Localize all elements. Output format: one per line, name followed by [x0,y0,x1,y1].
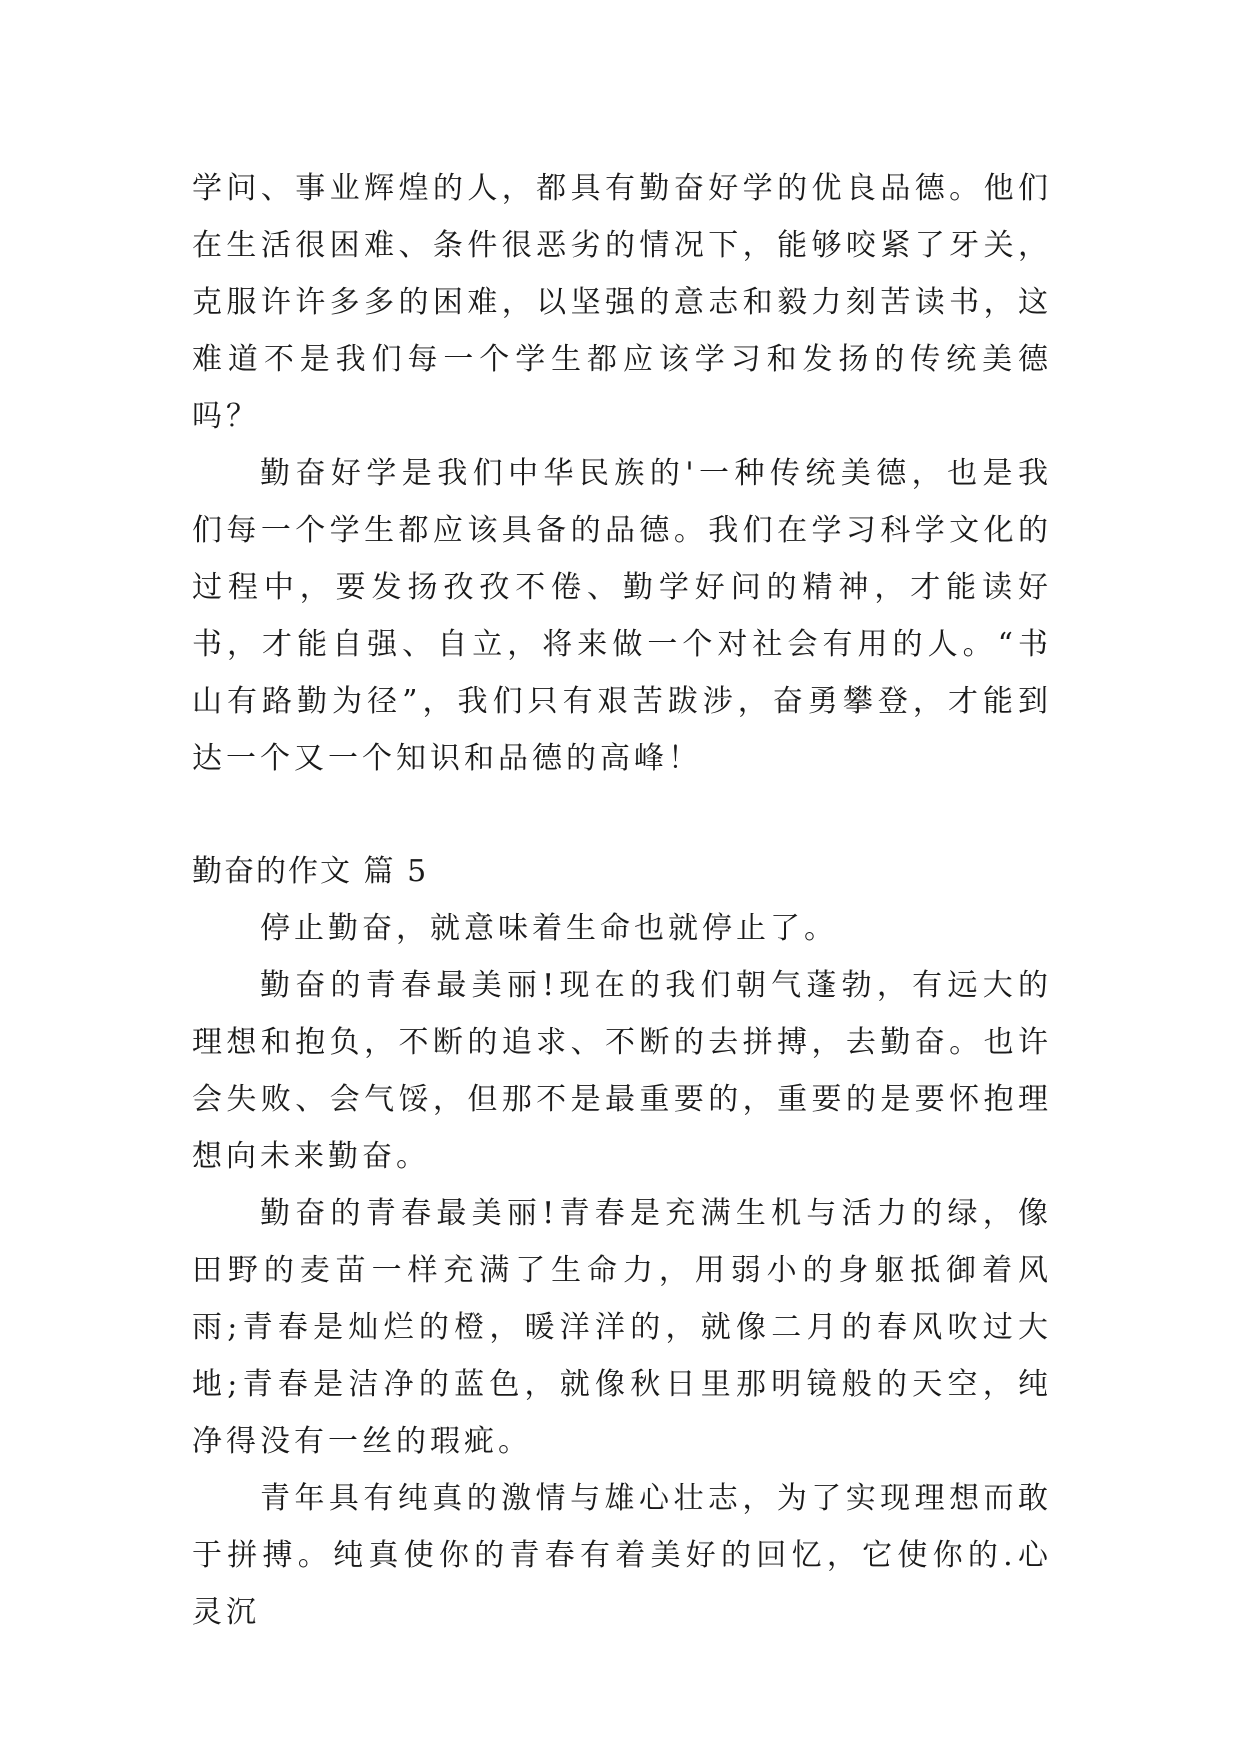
paragraph: 勤奋的青春最美丽!现在的我们朝气蓬勃，有远大的理想和抱负，不断的追求、不断的去拼搏，去勤奋。也许会失败、会气馁，但那不是最重要的，重要的是要怀抱理想向未来勤奋。 [192,968,1052,1174]
paragraph: 勤奋的青春最美丽!青春是充满生机与活力的绿，像田野的麦苗一样充满了生命力，用弱小的身躯抵御着风雨;青春是灿烂的橙，暖洋洋的，就像二月的春风吹过大地;青春是洁净的蓝色，就像秋日里那明镜般的天空，纯净得没有一丝的瑕疵。 [192,1196,1052,1459]
paragraph: 勤奋好学是我们中华民族的'一种传统美德，也是我们每一个学生都应该具备的品德。我们在学习科学文化的过程中，要发扬孜孜不倦、勤学好问的精神，才能读好书，才能自强、自立，将来做一个对社会有用的人。“书山有路勤为径”，我们只有艰苦跋涉，奋勇攀登，才能到达一个又一个知识和品德的高峰！ [192,456,1052,776]
document-body [192,160,1052,1641]
paragraph: 青年具有纯真的激情与雄心壮志，为了实现理想而敢于拼搏。纯真使你的青春有着美好的回忆，它使你的.心灵沉 [192,1481,1052,1630]
paragraph: 停止勤奋，就意味着生命也就停止了。 [260,911,838,946]
paragraph-continuation: 学问、事业辉煌的人，都具有勤奋好学的优良品德。他们在生活很困难、条件很恶劣的情况下，能够咬紧了牙关，克服许许多多的困难，以坚强的意志和毅力刻苦读书，这难道不是我们每一个学生都应该学习和发扬的传统美德吗？ [192,171,1052,434]
section-heading: 勤奋的作文 篇 5 [192,854,429,889]
